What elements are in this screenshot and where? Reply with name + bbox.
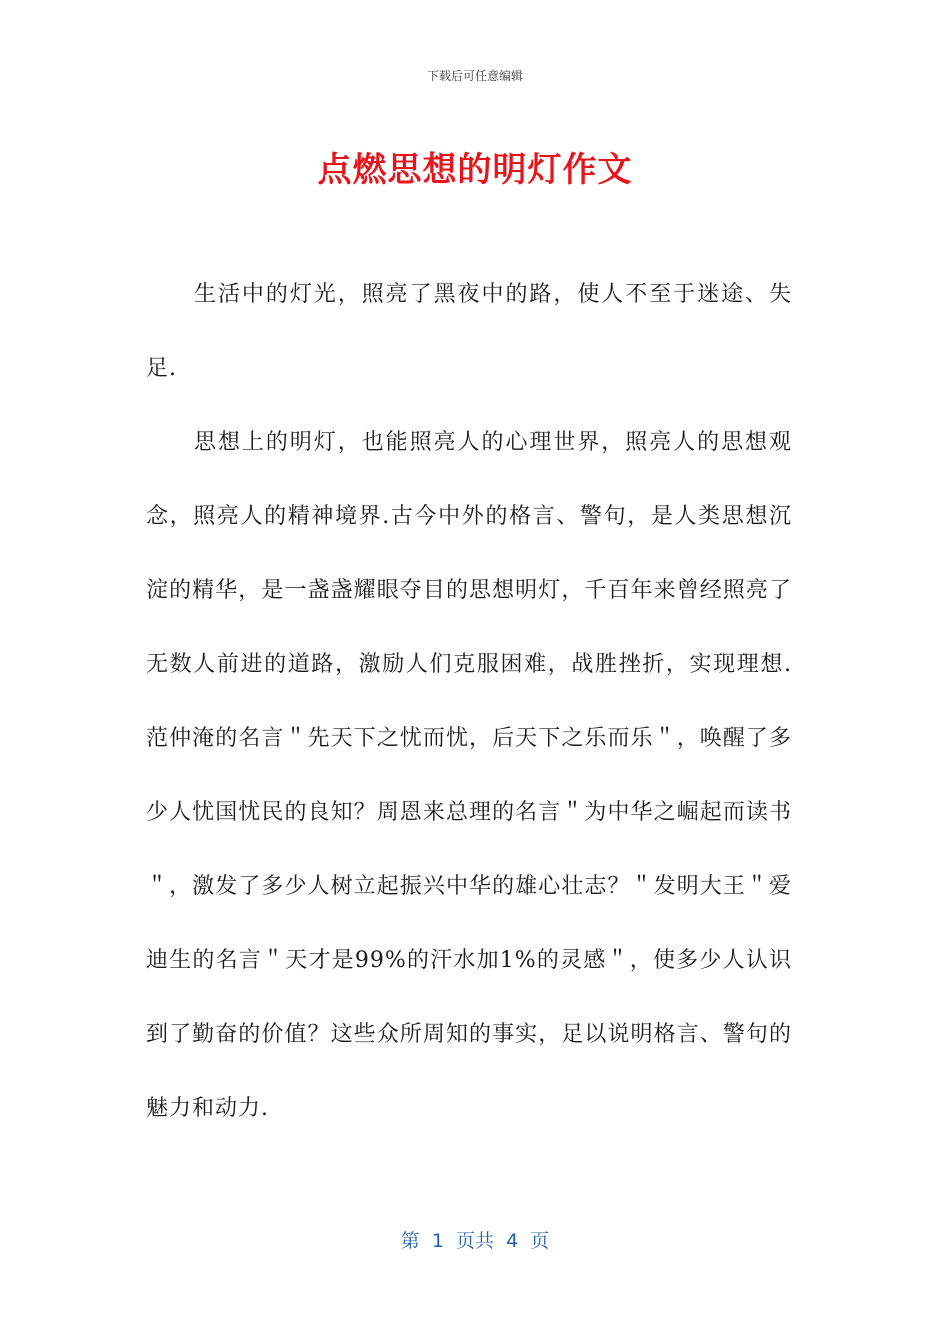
paragraph-1: 生活中的灯光，照亮了黑夜中的路，使人不至于迷途、失足. [146,282,792,381]
document-body [146,258,792,1146]
document-title: 点燃思想的明灯作文 [317,150,633,190]
page-indicator: 第 1 页共 4 页 [400,1230,550,1252]
paragraph-2: 思想上的明灯，也能照亮人的心理世界，照亮人的思想观念，照亮人的精神境界.古今中外的格言、警句，是人类思想沉淀的精华，是一盏盏耀眼夺目的思想明灯，千百年来曾经照亮了无数人前进的道路，激励人们克服困难，战胜挫折，实现理想.范仲淹的名言＂先天下之忧而忧，后天下之乐而乐＂，唤醒了多少人忧国忧民的良知？周恩来总理的名言＂为中华之崛起而读书＂，激发了多少人树立起振兴中华的雄心壮志？＂发明大王＂爱迪生的名言＂天才是99%的汗水加1%的灵感＂，使多少人认识到了勤奋的价值？这些众所周知的事实，足以说明格言、警句的魅力和动力. [146,430,792,1121]
header-note: 下载后可任意编辑 [426,69,523,83]
